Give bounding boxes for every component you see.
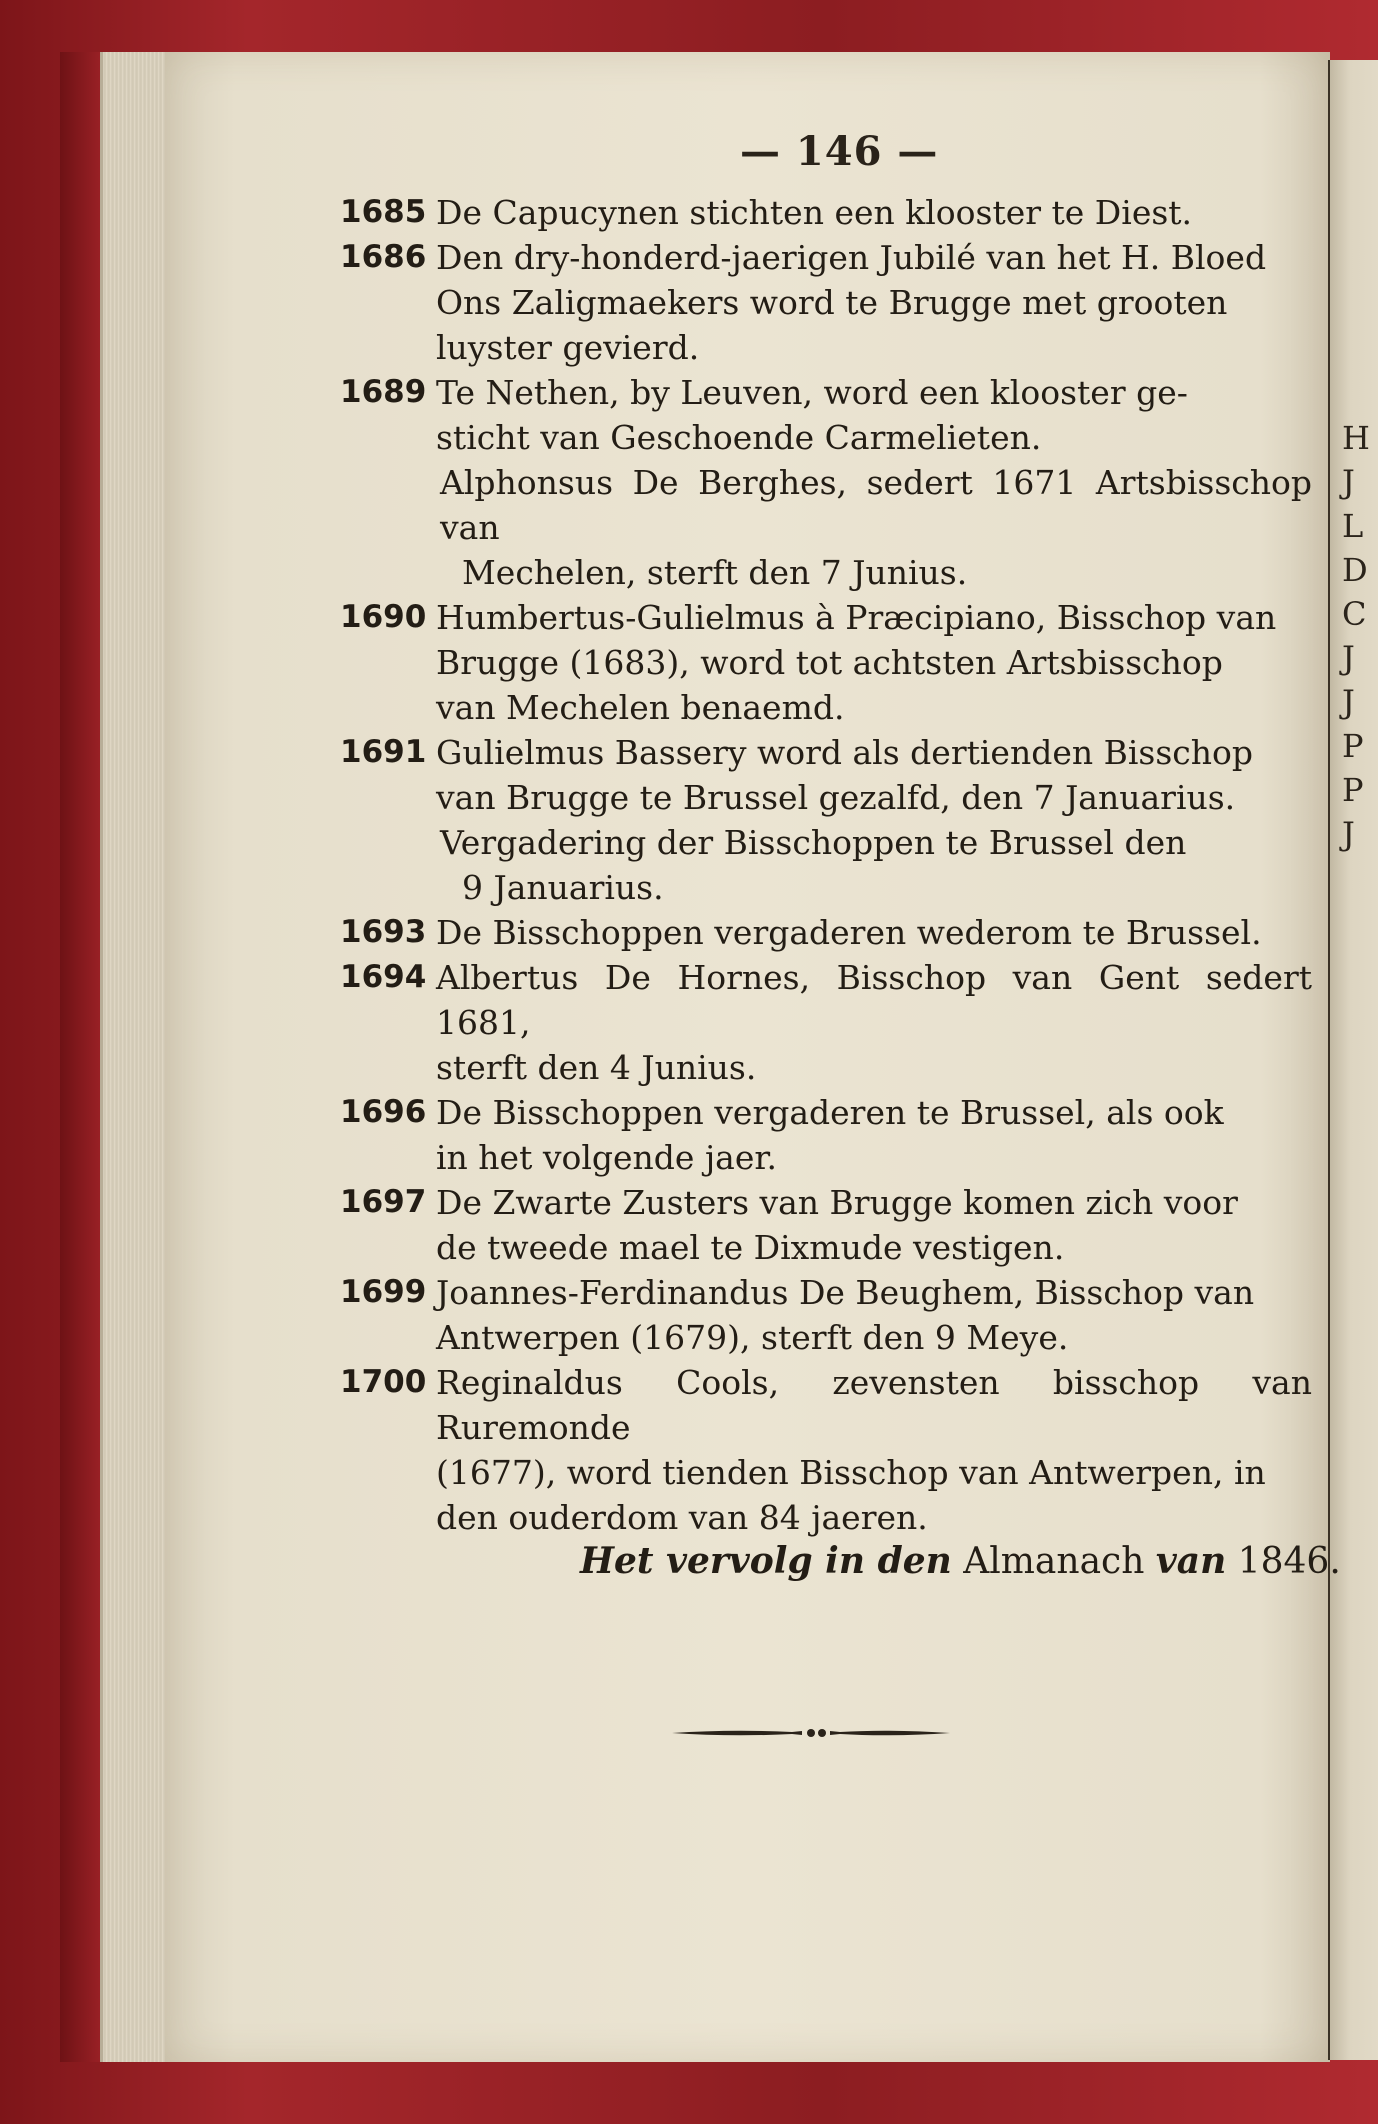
next-page-letter: C bbox=[1342, 595, 1367, 633]
entry-line: Reginaldus Cools, zevensten bisschop van Ruremonde bbox=[436, 1363, 1312, 1447]
chronology-entries bbox=[340, 190, 1312, 1540]
entry-line: Te Nethen, by Leuven, word een klooster ge- bbox=[436, 373, 1188, 412]
cover-edge bbox=[60, 52, 102, 2062]
entry-year: 1697 bbox=[340, 1184, 427, 1220]
entry-sub-line: 9 Januarius. bbox=[462, 868, 664, 907]
entry-text bbox=[436, 1360, 1312, 1540]
entry-year: 1699 bbox=[340, 1274, 427, 1310]
chronology-entry bbox=[340, 1270, 1312, 1360]
entry-year: 1690 bbox=[340, 599, 427, 635]
entry-sub-paragraph bbox=[440, 820, 1312, 910]
entry-sub-paragraph bbox=[440, 460, 1312, 595]
entry-text bbox=[436, 595, 1312, 730]
chronology-entry bbox=[340, 370, 1312, 460]
entry-line: Joannes-Ferdinandus De Beughem, Bisschop van bbox=[436, 1273, 1255, 1312]
entry-year: 1689 bbox=[340, 374, 427, 410]
entry-line: in het volgende jaer. bbox=[436, 1138, 778, 1177]
continued-almanach: Almanach bbox=[963, 1541, 1145, 1582]
chronology-entry bbox=[340, 595, 1312, 730]
next-page-letter: J bbox=[1342, 815, 1355, 853]
continued-note bbox=[580, 1540, 1341, 1582]
next-page-letter: P bbox=[1342, 771, 1364, 809]
entry-line: De Capucynen stichten een klooster te Diest. bbox=[436, 193, 1193, 232]
next-page-edge bbox=[1328, 60, 1378, 2060]
entry-line: (1677), word tienden Bisschop van Antwerpen, in bbox=[436, 1453, 1266, 1492]
entry-sub-line: Mechelen, sterft den 7 Junius. bbox=[462, 553, 968, 592]
continued-year: 1846. bbox=[1237, 1541, 1341, 1582]
next-page-letter: H bbox=[1342, 419, 1370, 457]
continued-italic-2: van bbox=[1155, 1540, 1227, 1582]
next-page-letter: J bbox=[1342, 463, 1355, 501]
entry-text bbox=[436, 235, 1312, 370]
entry-year: 1685 bbox=[340, 194, 427, 230]
entry-text bbox=[436, 1090, 1312, 1180]
entry-text bbox=[436, 910, 1312, 955]
entry-line: den ouderdom van 84 jaeren. bbox=[436, 1498, 928, 1537]
entry-line: Brugge (1683), word tot achtsten Artsbisschop bbox=[436, 643, 1223, 682]
entry-line: sticht van Geschoende Carmelieten. bbox=[436, 418, 1042, 457]
entry-text bbox=[436, 1180, 1312, 1270]
chronology-entry bbox=[340, 1090, 1312, 1180]
chronology-entry bbox=[340, 1180, 1312, 1270]
next-page-letter: P bbox=[1342, 727, 1364, 765]
entry-text bbox=[436, 730, 1312, 820]
entry-sub-line: Vergadering der Bisschoppen te Brussel den bbox=[440, 823, 1187, 862]
entry-sub-line: Alphonsus De Berghes, sedert 1671 Artsbisschop van bbox=[440, 463, 1312, 547]
entry-line: Albertus De Hornes, Bisschop van Gent sedert 1681, bbox=[436, 958, 1312, 1042]
entry-line: Humbertus-Gulielmus à Præcipiano, Bisschop van bbox=[436, 598, 1277, 637]
chronology-entry bbox=[340, 730, 1312, 820]
entry-text bbox=[436, 1270, 1312, 1360]
entry-line: sterft den 4 Junius. bbox=[436, 1048, 757, 1087]
entry-line: de tweede mael te Dixmude vestigen. bbox=[436, 1228, 1065, 1267]
entry-line: Gulielmus Bassery word als dertienden Bisschop bbox=[436, 733, 1253, 772]
entry-text bbox=[436, 370, 1312, 460]
page-number: — 146 — bbox=[740, 128, 939, 175]
chronology-entry bbox=[340, 955, 1312, 1090]
next-page-letter: J bbox=[1342, 683, 1355, 721]
next-page-letter: J bbox=[1342, 639, 1355, 677]
entry-line: De Zwarte Zusters van Brugge komen zich voor bbox=[436, 1183, 1238, 1222]
entry-year: 1691 bbox=[340, 734, 427, 770]
entry-line: Den dry-honderd-jaerigen Jubilé van het H. Bloed bbox=[436, 238, 1267, 277]
entry-year: 1700 bbox=[340, 1364, 427, 1400]
entry-line: luyster gevierd. bbox=[436, 328, 700, 367]
chronology-entry bbox=[340, 910, 1312, 955]
entry-year: 1686 bbox=[340, 239, 427, 275]
chronology-entry bbox=[340, 235, 1312, 370]
chronology-entry bbox=[340, 1360, 1312, 1540]
next-page-letter: D bbox=[1342, 551, 1368, 589]
entry-text bbox=[436, 955, 1312, 1090]
entry-line: van Brugge te Brussel gezalfd, den 7 Januarius. bbox=[436, 778, 1236, 817]
entry-line: Ons Zaligmaekers word te Brugge met grooten bbox=[436, 283, 1228, 322]
entry-year: 1694 bbox=[340, 959, 427, 995]
entry-line: De Bisschoppen vergaderen te Brussel, als ook bbox=[436, 1093, 1224, 1132]
continued-italic-1: Het vervolg in den bbox=[580, 1540, 952, 1582]
ornament-divider bbox=[672, 1727, 950, 1739]
entry-line: De Bisschoppen vergaderen wederom te Brussel. bbox=[436, 913, 1262, 952]
entry-year: 1693 bbox=[340, 914, 427, 950]
entry-year: 1696 bbox=[340, 1094, 427, 1130]
chronology-entry bbox=[340, 190, 1312, 235]
entry-line: Antwerpen (1679), sterft den 9 Meye. bbox=[436, 1318, 1069, 1357]
page-stack-edges bbox=[100, 52, 173, 2062]
entry-text bbox=[436, 190, 1312, 235]
entry-line: van Mechelen benaemd. bbox=[436, 688, 845, 727]
next-page-letter: L bbox=[1342, 507, 1364, 545]
